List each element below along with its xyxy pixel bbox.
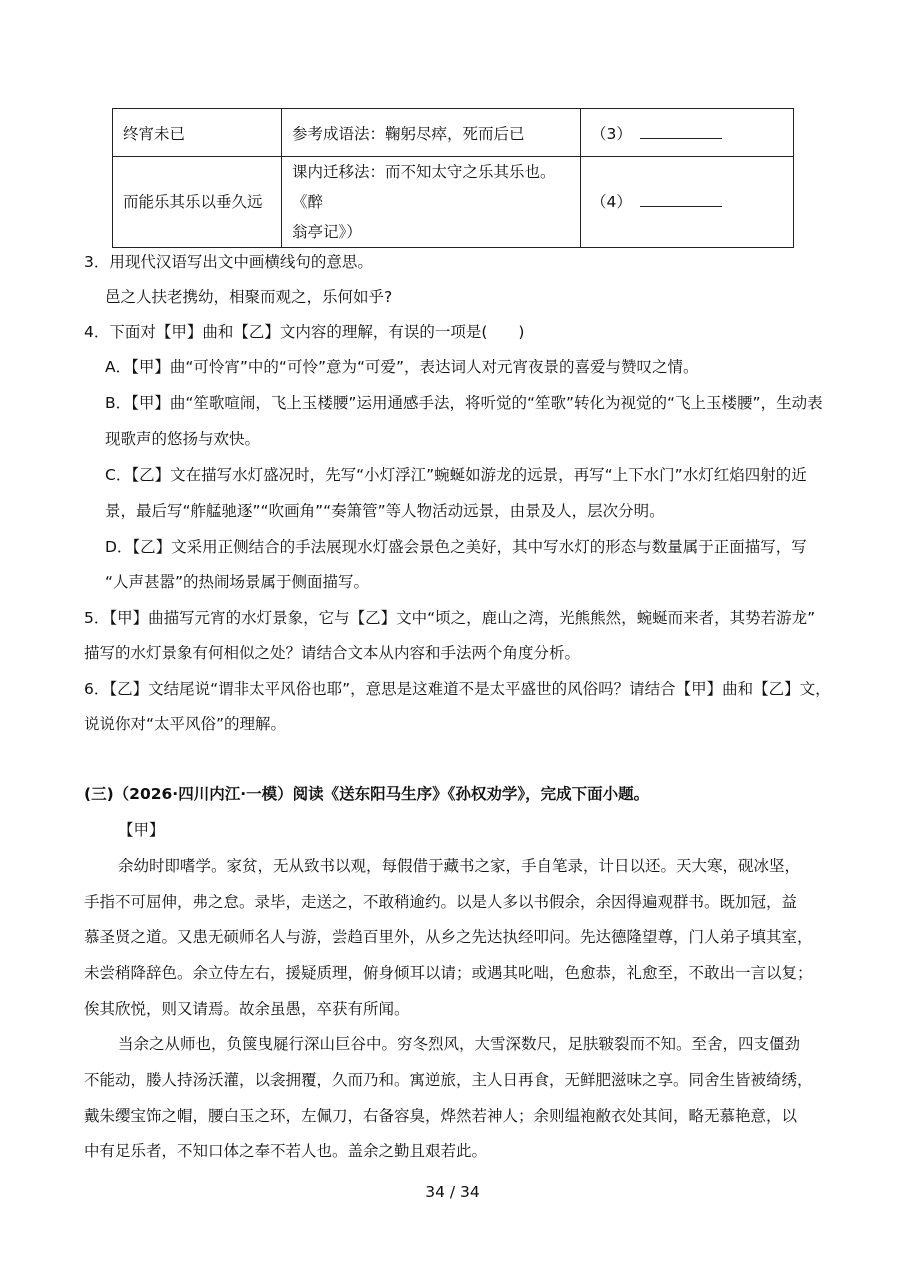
method-line: 翁亭记》） bbox=[292, 223, 362, 241]
passage-line: 戴朱缨宝饰之帽，腰白玉之环，左佩刀，右备容臭，烨然若神人；余则缊袍敝衣处其间，略无慕艳意，以 bbox=[84, 1107, 798, 1125]
table-row bbox=[113, 109, 794, 157]
question-6-cont: 说说你对“太平风俗”的理解。 bbox=[84, 715, 287, 733]
option-d-cont: “人声甚嚣”的热闹场景属于侧面描写。 bbox=[105, 573, 370, 591]
option-d: D．【乙】文采用正侧结合的手法展现水灯盛会景色之美好，其中写水灯的形态与数量属于正面描写，写 bbox=[105, 538, 807, 556]
table-cell-method bbox=[282, 157, 581, 248]
answer-number: （3） bbox=[591, 124, 632, 143]
passage-line: 不能动，媵人持汤沃灌，以衾拥覆，久而乃和。寓逆旅，主人日再食，无鲜肥滋味之享。同舍生皆被绮绣， bbox=[84, 1071, 813, 1089]
option-a: A．【甲】曲“可怜宵”中的“可怜”意为“可爱”，表达词人对元宵夜景的喜爱与赞叹之情。 bbox=[105, 358, 699, 376]
question-3-sentence: 邑之人扶老携幼，相聚而观之，乐何如乎? bbox=[105, 288, 393, 306]
passage-line: 慕圣贤之道。又患无硕师名人与游，尝趋百里外，从乡之先达执经叩问。先达德隆望尊，门人弟子填其室， bbox=[84, 928, 813, 946]
option-c-cont: 景，最后写“舴艋驰逐”“吹画角”“奏箫管”等人物活动远景，由景及人，层次分明。 bbox=[105, 502, 665, 520]
table-cell-answer bbox=[581, 157, 794, 248]
word-explanation-table bbox=[112, 108, 794, 248]
answer-blank bbox=[640, 124, 722, 139]
question-6: 6．【乙】文结尾说“谓非太平风俗也耶”，意思是这难道不是太平盛世的风俗吗？请结合【甲】曲和【乙】文， bbox=[84, 680, 831, 698]
passage-line: 余幼时即嗜学。家贫，无从致书以观，每假借于藏书之家，手自笔录，计日以还。天大寒，砚冰坚， bbox=[118, 857, 801, 875]
passage-line: 俟其欣悦，则又请焉。故余虽愚，卒获有所闻。 bbox=[84, 1000, 410, 1018]
table-row bbox=[113, 157, 794, 248]
passage-label: 【甲】 bbox=[118, 821, 165, 839]
table-cell-answer bbox=[581, 109, 794, 157]
question-5-cont: 描写的水灯景象有何相似之处？请结合文本从内容和手法两个角度分析。 bbox=[84, 644, 581, 662]
option-b-cont: 现歌声的悠扬与欢快。 bbox=[105, 430, 261, 448]
question-5: 5．【甲】曲描写元宵的水灯景象，它与【乙】文中“顷之，鹿山之湾，光熊熊然，蜿蜒而来者，其势若游龙” bbox=[84, 609, 816, 627]
passage-line: 手指不可屈伸，弗之怠。录毕，走送之，不敢稍逾约。以是人多以书假余，余因得遍观群书。既加冠，益 bbox=[84, 893, 798, 911]
answer-blank bbox=[640, 192, 722, 207]
table-cell-word: 终宵未已 bbox=[113, 109, 282, 157]
passage-line: 当余之从师也，负箧曳屣行深山巨谷中。穷冬烈风，大雪深数尺，足肤皲裂而不知。至舍，四支僵劲 bbox=[118, 1035, 801, 1053]
option-b: B．【甲】曲“笙歌喧闹，飞上玉楼腰”运用通感手法，将听觉的“笙歌”转化为视觉的“飞上玉楼腰”，生动表 bbox=[105, 394, 823, 412]
method-line: 课内迁移法：而不知太守之乐其乐也。《醉 bbox=[292, 163, 556, 211]
page-number: 34 / 34 bbox=[425, 1183, 480, 1201]
question-3: 3．用现代汉语写出文中画横线句的意思。 bbox=[84, 253, 373, 271]
option-c: C．【乙】文在描写水灯盛况时，先写“小灯浮江”蜿蜒如游龙的远景，再写“上下水门”水灯红焰四射的近 bbox=[105, 466, 807, 484]
passage-line: 未尝稍降辞色。余立侍左右，援疑质理，俯身倾耳以请；或遇其叱咄，色愈恭，礼愈至，不敢出一言以复； bbox=[84, 964, 813, 982]
section-heading: (三)（2026·四川内江·一模）阅读《送东阳马生序》《孙权劝学》，完成下面小题。 bbox=[84, 785, 650, 803]
table-cell-method: 参考成语法：鞠躬尽瘁，死而后已 bbox=[282, 109, 581, 157]
table-cell-word: 而能乐其乐以垂久远 bbox=[113, 157, 282, 248]
question-4: 4．下面对【甲】曲和【乙】文内容的理解，有误的一项是( ) bbox=[84, 323, 525, 341]
passage-line: 中有足乐者，不知口体之奉不若人也。盖余之勤且艰若此。 bbox=[84, 1142, 488, 1160]
answer-number: （4） bbox=[591, 193, 632, 211]
